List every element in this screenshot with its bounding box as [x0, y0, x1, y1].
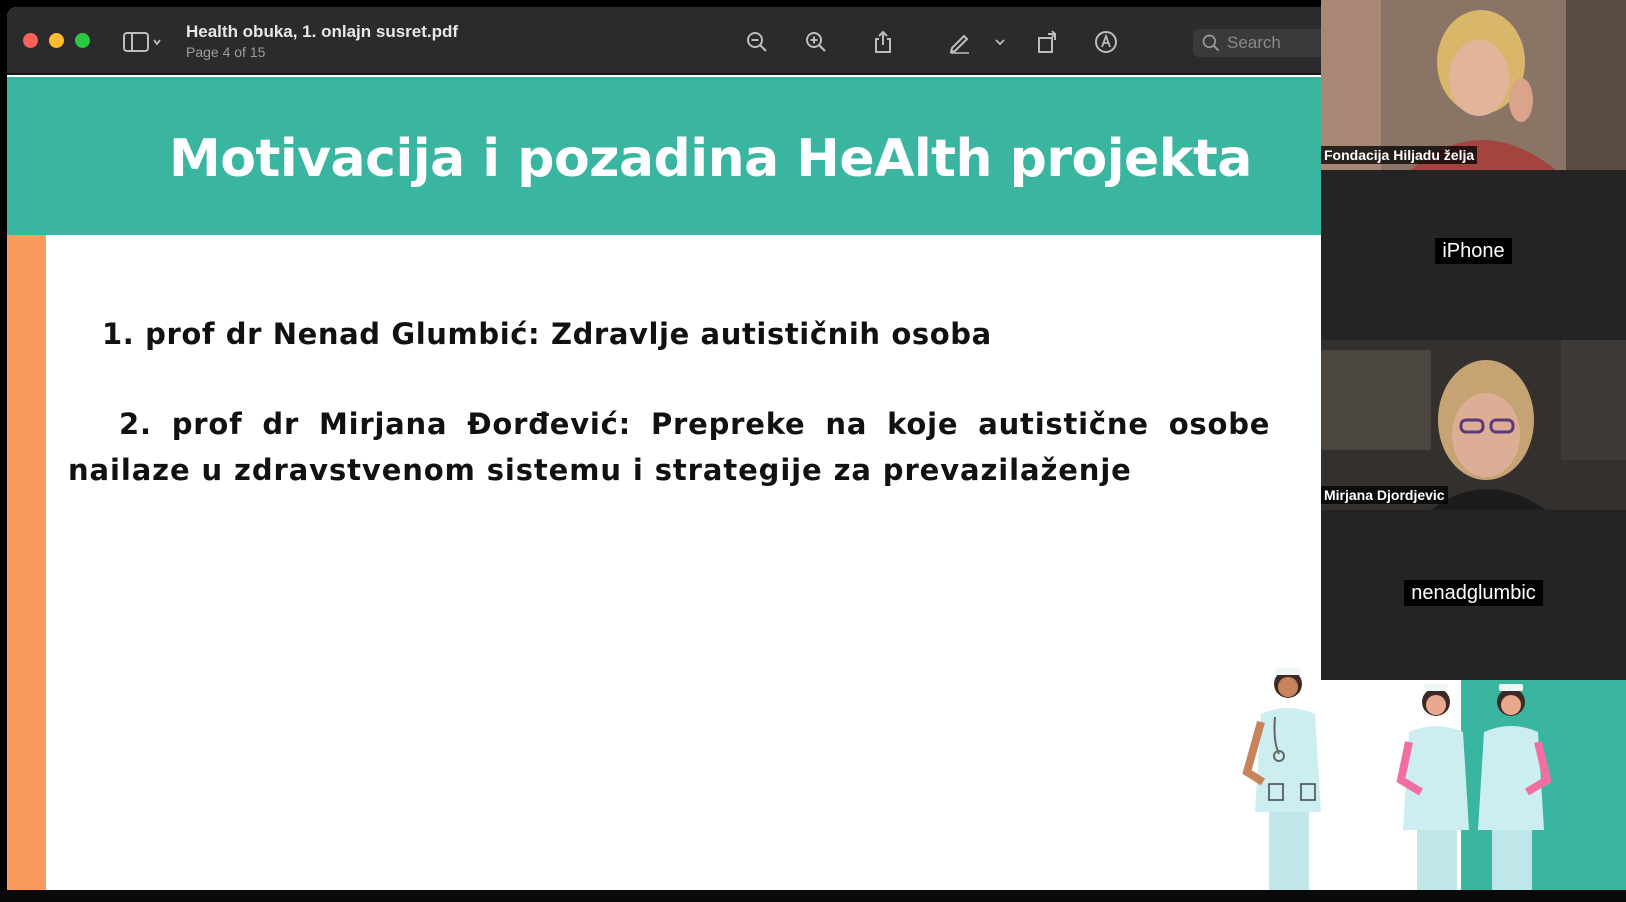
- participant-tile-4[interactable]: [1321, 510, 1626, 680]
- share-button[interactable]: [870, 29, 896, 55]
- zoom-in-button[interactable]: [803, 29, 829, 55]
- participant-name: iPhone: [1435, 238, 1511, 264]
- minimize-window-button[interactable]: [49, 33, 64, 48]
- document-title: Health obuka, 1. onlajn susret.pdf: [186, 22, 459, 41]
- title-bar: [7, 7, 1321, 75]
- participant-name: Mirjana Djordjevic: [1321, 486, 1448, 504]
- slide-accent-bar: [7, 235, 46, 895]
- participant-tile-1[interactable]: [1321, 0, 1626, 170]
- preview-window: [7, 7, 1321, 895]
- search-field[interactable]: [1193, 29, 1321, 57]
- slide-illustration-continued: [1321, 680, 1626, 890]
- rotate-icon: [1036, 30, 1060, 54]
- markup-dropdown-button[interactable]: [991, 29, 1009, 55]
- pdf-page: [7, 77, 1321, 895]
- search-icon: [1201, 33, 1221, 53]
- page-indicator: Page 4 of 15: [186, 44, 266, 60]
- slide-header: [7, 77, 1321, 235]
- slide-item-2-line-2: nailaze u zdravstvenom sistemu i strategije za prevazilaženje: [68, 453, 1132, 487]
- zoom-out-icon: [745, 30, 769, 54]
- participant-tile-3[interactable]: [1321, 340, 1626, 510]
- zoom-out-button[interactable]: [744, 29, 770, 55]
- share-icon: [871, 30, 895, 54]
- zoom-in-icon: [804, 30, 828, 54]
- slide-item-2-line-1: 2. prof dr Mirjana Đorđević: Prepreke na koje autistične osobe: [119, 407, 1271, 441]
- search-input[interactable]: [1227, 31, 1321, 55]
- close-window-button[interactable]: [23, 33, 38, 48]
- participant-tile-2[interactable]: [1321, 170, 1626, 340]
- participant-name: Fondacija Hiljadu želja: [1321, 146, 1477, 164]
- sidebar-icon: [122, 30, 166, 54]
- pen-icon: [948, 30, 972, 54]
- annotate-button[interactable]: [1093, 29, 1119, 55]
- slide-title: Motivacija i pozadina HeAlth projekta: [169, 129, 1252, 189]
- participant-video: [1321, 0, 1626, 170]
- markup-button[interactable]: [947, 29, 973, 55]
- participant-name: nenadglumbic: [1404, 580, 1543, 606]
- window-bottom-edge: [0, 890, 1626, 902]
- chevron-down-icon: [991, 30, 1009, 54]
- annotate-icon: [1094, 30, 1118, 54]
- nurse-illustration: [1233, 662, 1321, 895]
- sidebar-toggle-button[interactable]: [122, 29, 166, 55]
- rotate-button[interactable]: [1035, 29, 1061, 55]
- maximize-window-button[interactable]: [75, 33, 90, 48]
- participant-video: [1321, 340, 1626, 510]
- slide-item-1: 1. prof dr Nenad Glumbić: Zdravlje autističnih osoba: [102, 317, 992, 351]
